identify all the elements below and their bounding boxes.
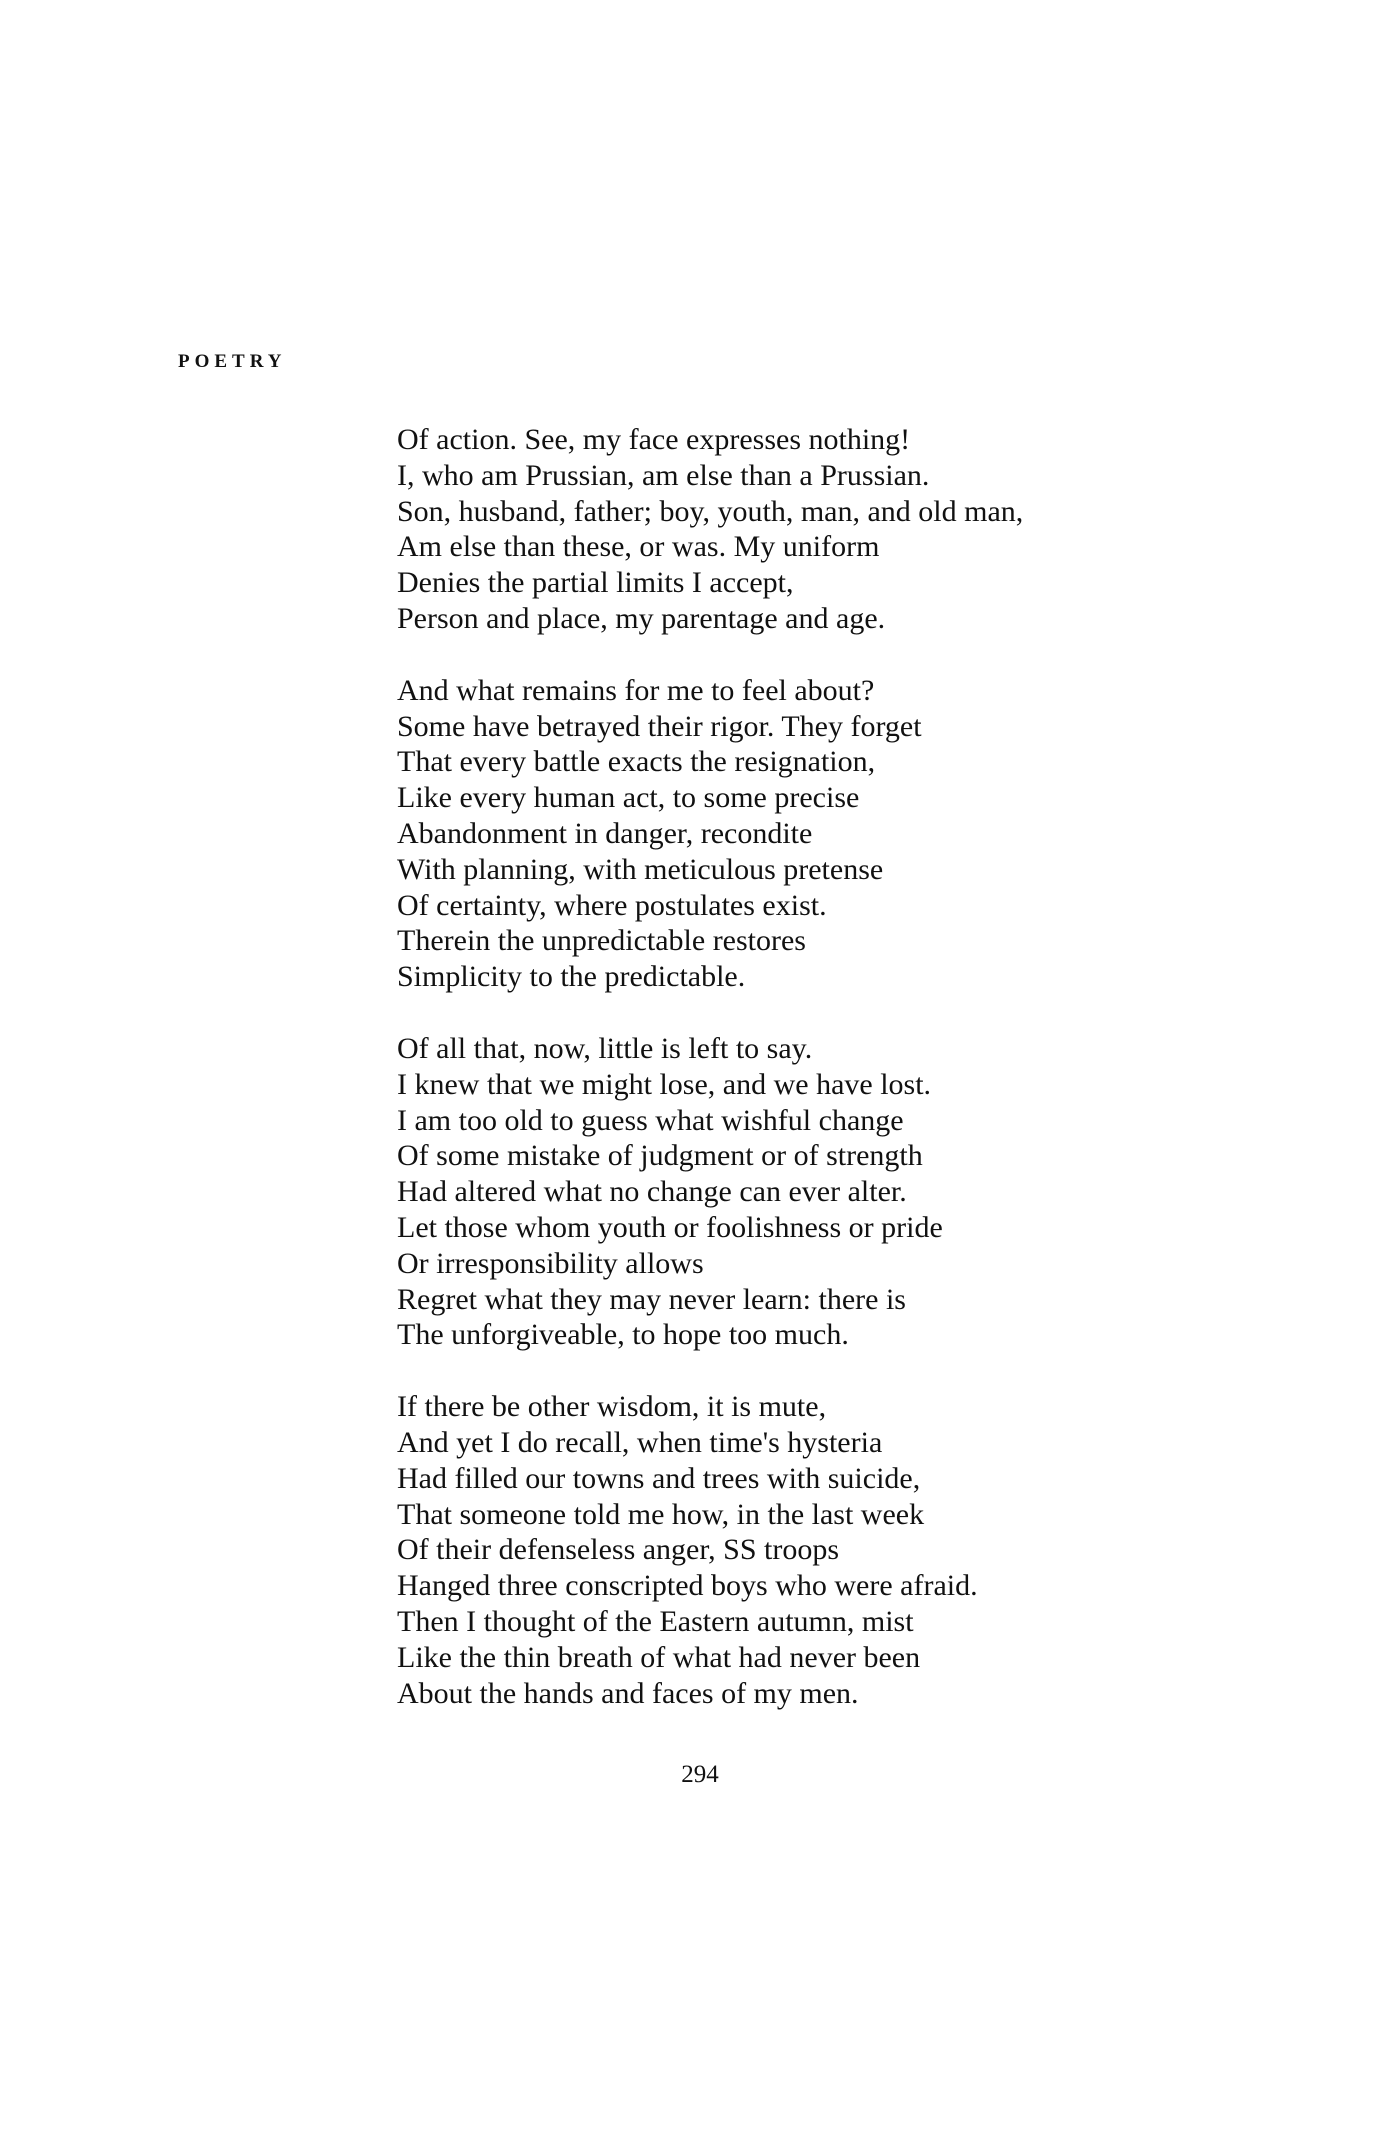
poem-line: Therein the unpredictable restores xyxy=(397,924,806,958)
poem-line: I knew that we might lose, and we have lost. xyxy=(397,1067,932,1101)
poem-line: Abandonment in danger, recondite xyxy=(397,816,813,850)
poem-line: I, who am Prussian, am else than a Prussian. xyxy=(397,458,930,492)
stanza-1 xyxy=(397,422,1357,637)
poem-line: And yet I do recall, when time's hysteria xyxy=(397,1425,883,1459)
poem-line: Like every human act, to some precise xyxy=(397,781,860,815)
stanza-2 xyxy=(397,673,1357,995)
poem-line: With planning, with meticulous pretense xyxy=(397,852,884,886)
poem-line: Of certainty, where postulates exist. xyxy=(397,888,827,922)
poem-line: Of all that, now, little is left to say. xyxy=(397,1031,813,1065)
poem-line: Hanged three conscripted boys who were afraid. xyxy=(397,1569,978,1603)
poem-line: I am too old to guess what wishful change xyxy=(397,1103,904,1137)
poem-line: The unforgiveable, to hope too much. xyxy=(397,1318,849,1352)
poem-line: If there be other wisdom, it is mute, xyxy=(397,1390,827,1424)
poem-line: Regret what they may never learn: there is xyxy=(397,1282,906,1316)
stanza-4 xyxy=(397,1389,1357,1711)
running-head: POETRY xyxy=(178,351,287,372)
poem-line: Person and place, my parentage and age. xyxy=(397,601,886,635)
poem-line: Of some mistake of judgment or of strength xyxy=(397,1139,923,1173)
poem-line: Like the thin breath of what had never been xyxy=(397,1640,921,1674)
poem-line: Am else than these, or was. My uniform xyxy=(397,530,880,564)
poem-line: About the hands and faces of my men. xyxy=(397,1676,859,1710)
poem-line: And what remains for me to feel about? xyxy=(397,673,875,707)
poem-line: Had altered what no change can ever alter. xyxy=(397,1175,907,1209)
poem-line: Simplicity to the predictable. xyxy=(397,960,746,994)
page-number: 294 xyxy=(681,1761,719,1788)
poem-line: Or irresponsibility allows xyxy=(397,1246,704,1280)
poem-line: Had filled our towns and trees with suicide, xyxy=(397,1461,921,1495)
poem-line: Denies the partial limits I accept, xyxy=(397,566,794,600)
poem-line: Of action. See, my face expresses nothing! xyxy=(397,423,911,456)
poem-line: That someone told me how, in the last week xyxy=(397,1497,925,1531)
poem-line: That every battle exacts the resignation, xyxy=(397,745,876,779)
stanza-3 xyxy=(397,1031,1357,1353)
poem-line: Son, husband, father; boy, youth, man, and old man, xyxy=(397,494,1024,528)
poem-body xyxy=(397,422,1357,1711)
poem-line: Some have betrayed their rigor. They forget xyxy=(397,709,922,743)
poem-line: Then I thought of the Eastern autumn, mist xyxy=(397,1604,914,1638)
poem-line: Of their defenseless anger, SS troops xyxy=(397,1533,840,1567)
poem-line: Let those whom youth or foolishness or pride xyxy=(397,1210,943,1244)
